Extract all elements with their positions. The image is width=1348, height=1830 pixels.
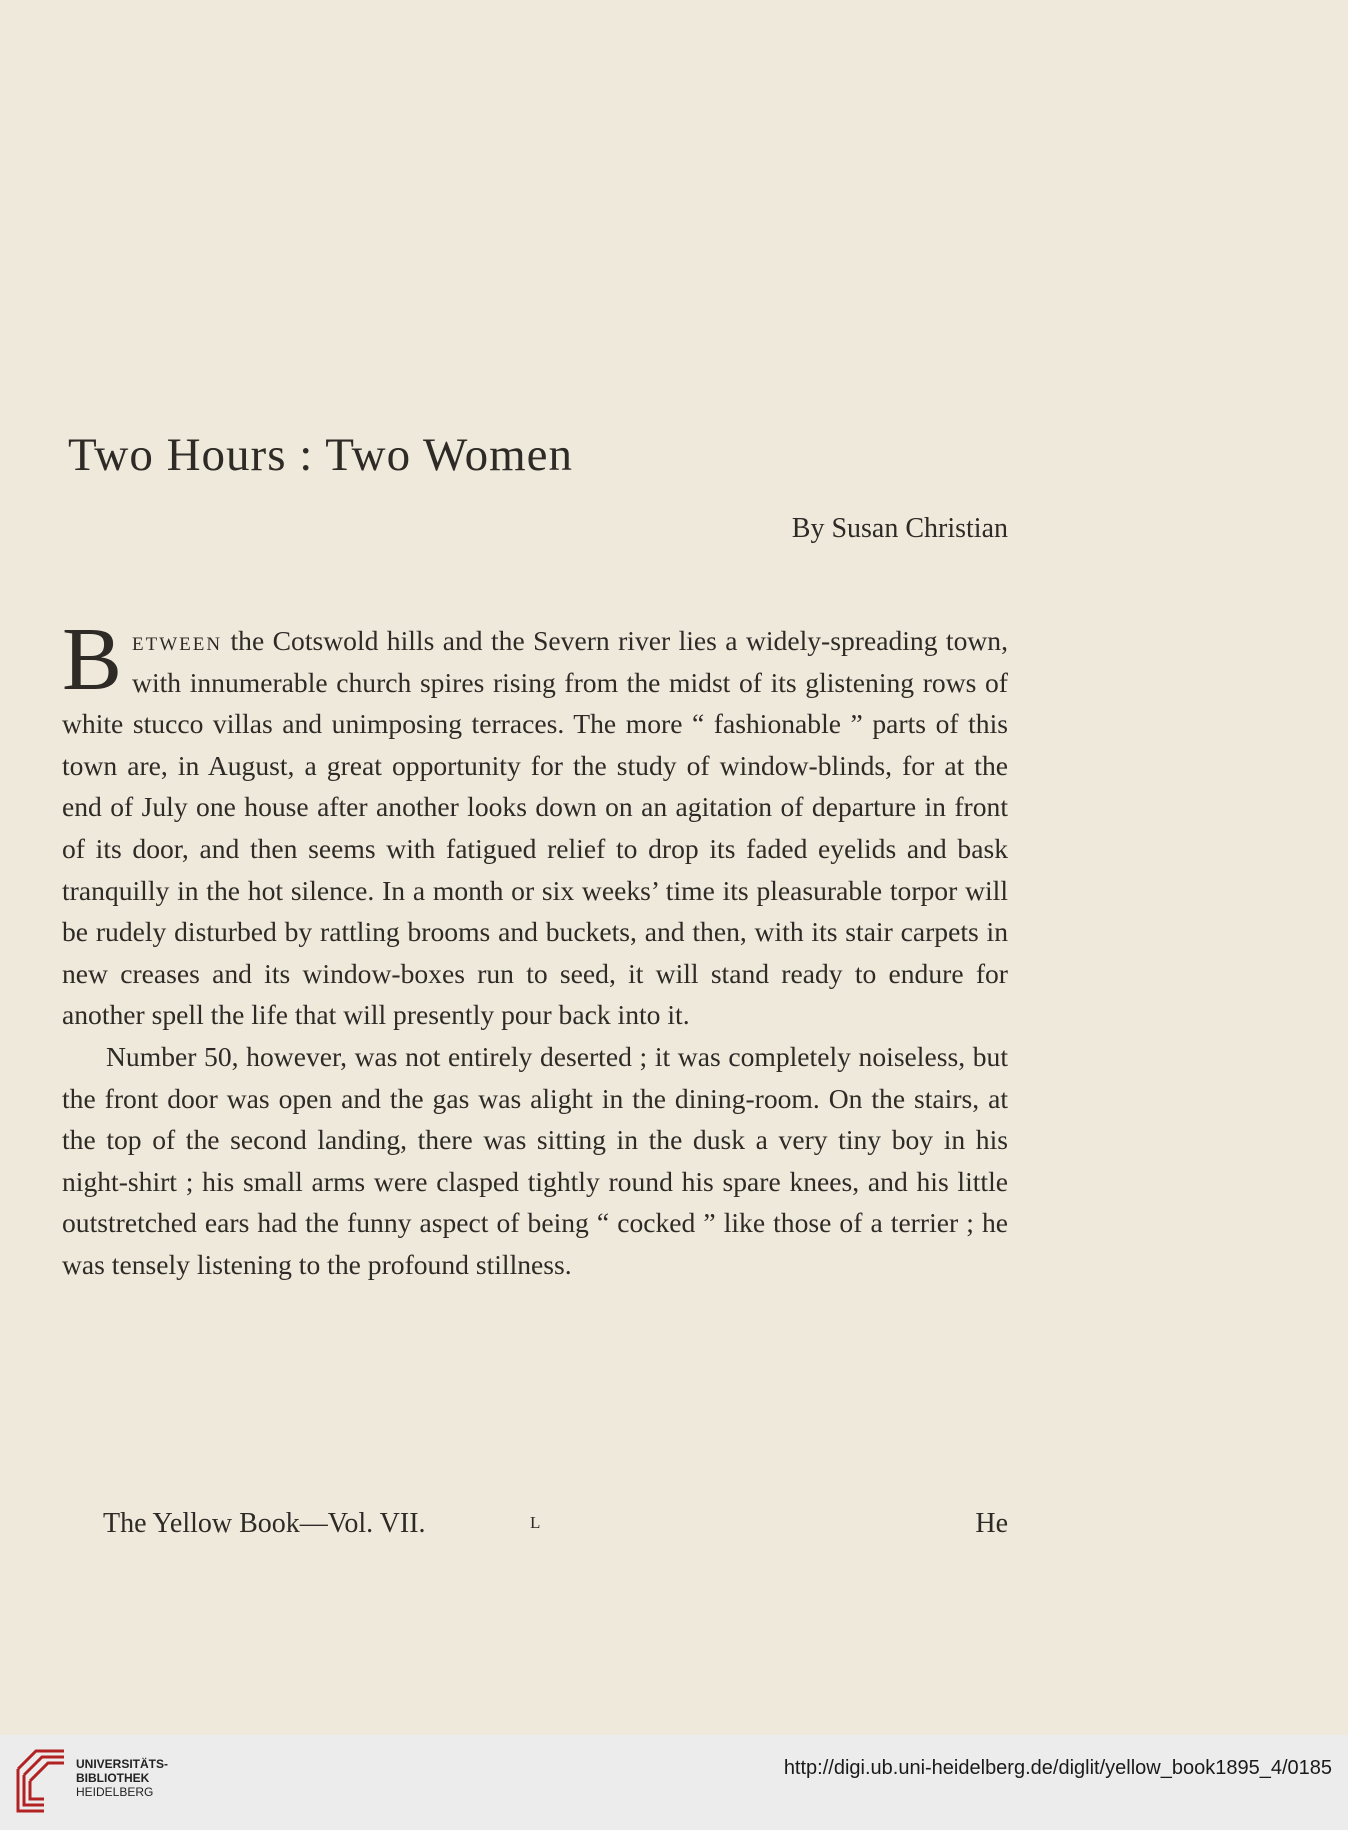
library-footer-bar — [0, 1735, 1348, 1830]
signature-mark: l — [530, 1508, 541, 1534]
library-name-line-1: UNIVERSITÄTS- — [76, 1757, 169, 1771]
story-title: Two Hours : Two Women — [68, 429, 573, 481]
library-name-line-2: BIBLIOTHEK — [76, 1771, 150, 1785]
library-name — [76, 1757, 168, 1799]
running-footer: The Yellow Book—Vol. VII. — [103, 1508, 426, 1539]
paragraph-2: Number 50, however, was not entirely deserted ; it was completely noiseless, but the front door was open and the gas was alight in the dining-room. On the stairs, at the top of the second landing, there was sitting in the dusk a very tiny boy in his night-shirt ; his small arms were clasped tightly round his spare knees, and his little outstretched ears had the funny aspect of being “ cocked ” like those of a terrier ; he was tensely listening to the profound stillness. — [62, 1040, 1008, 1280]
library-name-line-3: HEIDELBERG — [76, 1785, 154, 1799]
catchword: He — [975, 1508, 1008, 1539]
story-body — [62, 610, 1008, 1286]
drop-cap: B — [62, 610, 123, 709]
opening-smallcaps: etween — [132, 625, 223, 656]
permalink-url[interactable]: http://digi.ub.uni-heidelberg.de/diglit/yellow_book1895_4/0185 — [783, 1757, 1332, 1779]
author-byline: By Susan Christian — [791, 513, 1008, 544]
paragraph-1-text: the Cotswold hills and the Severn river lies a widely-spreading town, with innumerable church spires rising from the midst of its glistening rows of white stucco villas and unimposing terraces. The more “ fashionable ” parts of this town are, in August, a great opportunity for the study of window-blinds, for at the end of July one house after another looks down on an agitation of departure in front of its door, and then seems with fatigued relief to drop its faded eyelids and bask tranquilly in the hot silence. In a month or six weeks’ time its pleasurable torpor will be rudely disturbed by rattling brooms and buckets, and then, with its stair carpets in new creases and its window-boxes run to seed, it will stand ready to endure for another spell the life that will presently pour back into it. — [62, 625, 1008, 1031]
library-logo-icon — [14, 1747, 68, 1815]
paragraph-1 — [62, 610, 1008, 1036]
